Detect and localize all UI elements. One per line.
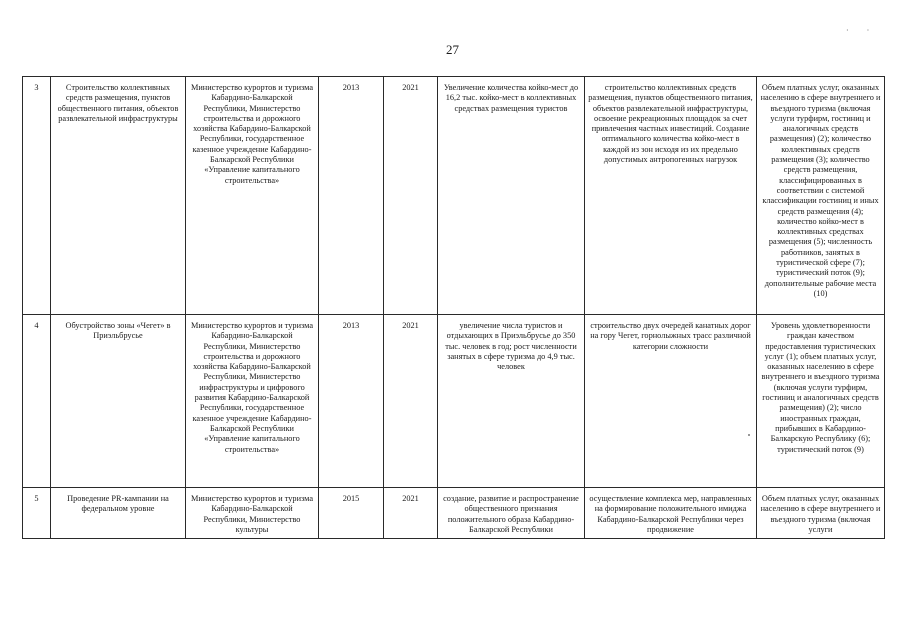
table-row	[23, 488, 885, 539]
start-year: 2013	[319, 315, 384, 488]
expected-result: Увеличение количества койко-мест до 16,2 тыс. койко-мест в коллективных средствах размещения туристов	[438, 77, 585, 315]
start-year: 2013	[319, 77, 384, 315]
end-year: 2021	[384, 315, 438, 488]
expected-result: увеличение числа туристов и отдыхающих в Приэльбрусье до 350 тыс. человек в год; рост численности занятых в сфере туризма до 4,9 тыс. человек	[438, 315, 585, 488]
related-indicators: Уровень удовлетворенности граждан качеством предоставления туристических услуг (1); объем платных услуг, оказанных населению в сфере внутреннего и въездного туризма (включая услуги турфирм, гостиниц и аналогичных средств размещения) (2); число иностранных граждан, прибывших в Кабардино-Балкарскую Республику (6); туристический поток (9)	[757, 315, 885, 488]
corner-mark: · ·	[846, 26, 878, 35]
row-number: 5	[23, 488, 51, 539]
main-directions: строительство двух очередей канатных дорог на гору Чегет, горнолыжных трасс различной категории сложности	[585, 315, 757, 488]
main-directions: строительство коллективных средств размещения, пунктов общественного питания, объектов развлекательной инфраструктуры, освоение рекреационных площадок за счет привлечения частных инвестиций. Создание оптимального количества койко-мест в каждой из зон исходя из их предельно допустимых антропогенных нагрузок	[585, 77, 757, 315]
row-number: 3	[23, 77, 51, 315]
end-year: 2021	[384, 77, 438, 315]
end-year: 2021	[384, 488, 438, 539]
measure-name: Обустройство зоны «Чегет» в Приэльбрусье	[51, 315, 186, 488]
responsible-executor: Министерство курортов и туризма Кабардино-Балкарской Республики, Министерство строительства и дорожного хозяйства Кабардино-Балкарской Республики, государственное казенное учреждение Кабардино-Балкарской Республики «Управление капитального строительства»	[186, 77, 319, 315]
row-number: 4	[23, 315, 51, 488]
related-indicators: Объем платных услуг, оказанных населению в сфере внутреннего и въездного туризма (включая услуги	[757, 488, 885, 539]
scan-speck	[748, 434, 750, 436]
measure-name: Строительство коллективных средств размещения, пунктов общественного питания, объектов развлекательной инфраструктуры	[51, 77, 186, 315]
measures-table	[22, 76, 885, 539]
start-year: 2015	[319, 488, 384, 539]
responsible-executor: Министерство курортов и туризма Кабардино-Балкарской Республики, Министерство культуры	[186, 488, 319, 539]
responsible-executor: Министерство курортов и туризма Кабардино-Балкарской Республики, Министерство строительства и дорожного хозяйства Кабардино-Балкарской Республики, Министерство инфраструктуры и цифрового развития Кабардино-Балкарской Республики, государственное казенное учреждение Кабардино-Балкарской Республики «Управление капитального строительства»	[186, 315, 319, 488]
table-row	[23, 77, 885, 315]
measure-name: Проведение PR-кампании на федеральном уровне	[51, 488, 186, 539]
table-row	[23, 315, 885, 488]
related-indicators: Объем платных услуг, оказанных населению в сфере внутреннего и въездного туризма (включая услуги турфирм, гостиниц и аналогичных средств размещения) (2); количество коллективных средств размещения (3); количество средств размещения, классифицированных в соответствии с системой классификации гостиниц и иных средств размещения (4); количество койко-мест в коллективных средствах размещения (5); численность работников, занятых в туристической сфере (7); туристический поток (9); дополнительные рабочие места (10)	[757, 77, 885, 315]
page-number: 27	[446, 42, 459, 57]
expected-result: создание, развитие и распространение общественного признания положительного образа Кабардино-Балкарской Республики	[438, 488, 585, 539]
main-directions: осуществление комплекса мер, направленных на формирование положительного имиджа Кабардино-Балкарской Республики через продвижение	[585, 488, 757, 539]
